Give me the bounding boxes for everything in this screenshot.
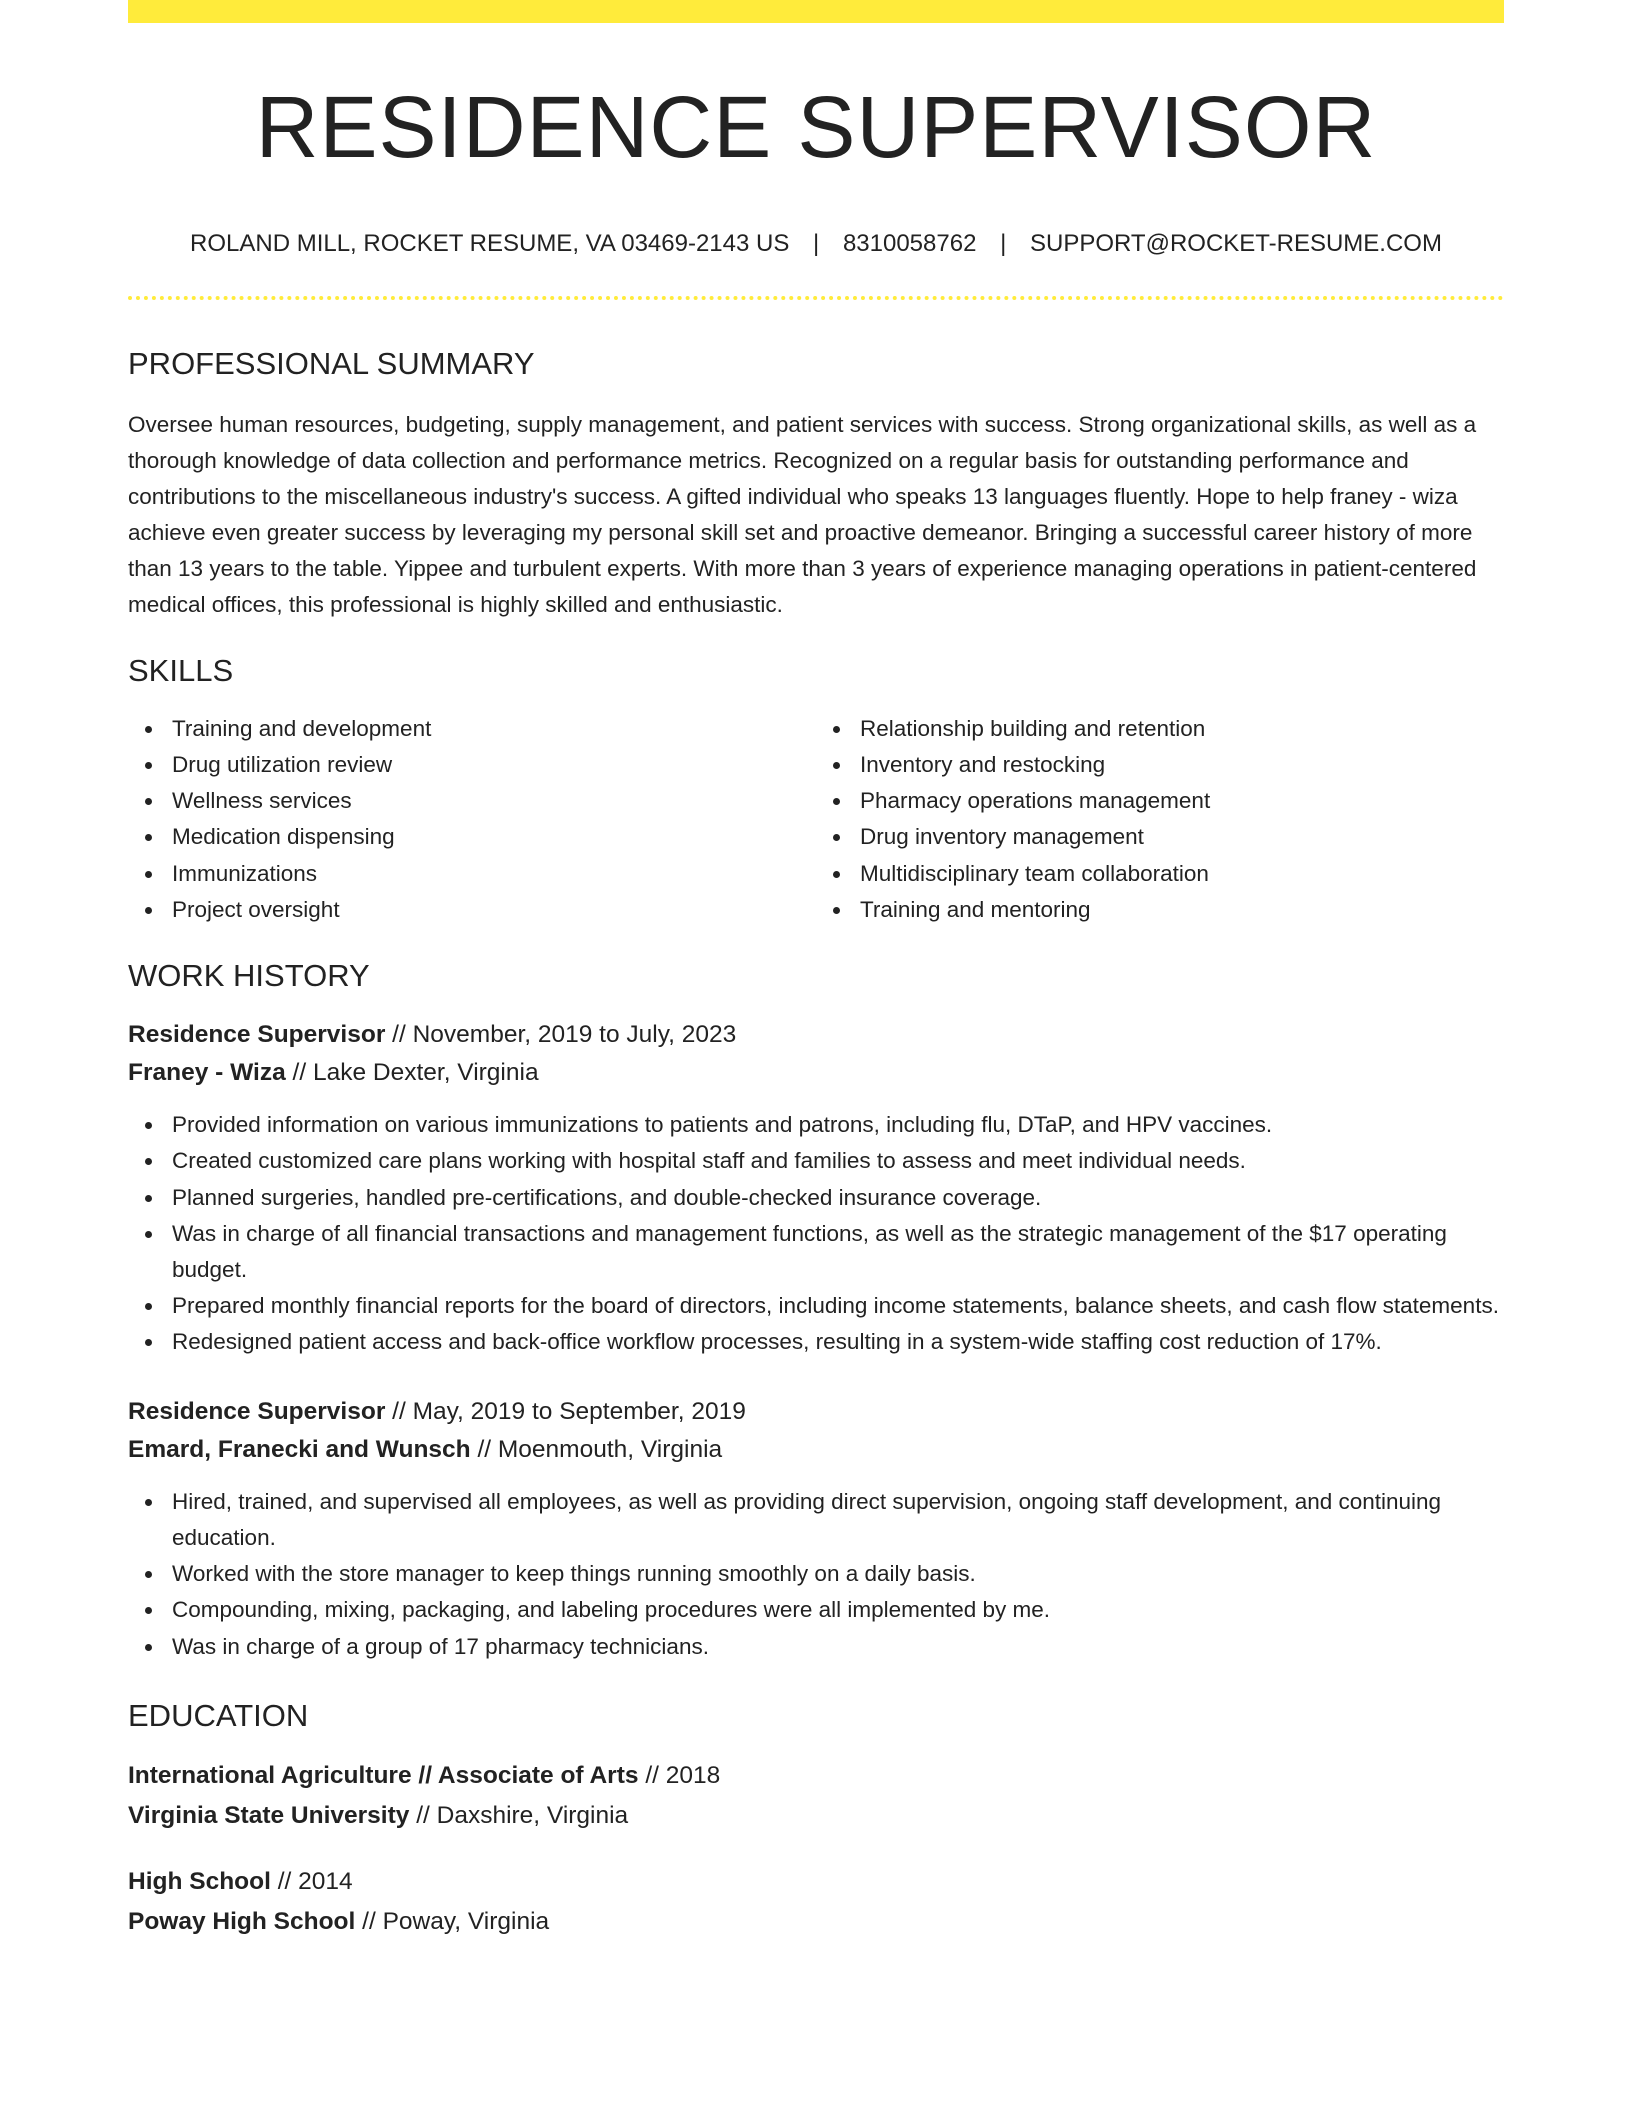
contact-separator: |: [813, 229, 820, 257]
work-history-heading: WORK HISTORY: [128, 958, 370, 994]
job-dates: // May, 2019 to September, 2019: [385, 1397, 746, 1425]
contact-separator: |: [1000, 229, 1007, 257]
summary-text: Oversee human resources, budgeting, supply management, and patient services with success. Strong organizational skills, as well as a thorough knowledge of data collection and performance metrics. Recognized on a regular basis for outstanding performance and contributions to the miscellaneous industry's success. A gifted individual who speaks 13 languages fluently. Hope to help franey - wiza achieve even greater success by leveraging my personal skill set and proactive demeanor. Bringing a successful career history of more than 13 years to the table. Yippee and turbulent experts. With more than 3 years of experience managing operations in patient-centered medical offices, this professional is highly skilled and enthusiastic.: [128, 411, 1477, 617]
education-entry: [128, 1862, 1504, 1942]
education-location: // Daxshire, Virginia: [409, 1801, 629, 1829]
job-role: Residence Supervisor: [128, 1397, 386, 1425]
education-year: // 2018: [638, 1761, 721, 1789]
skill-item: Multidisciplinary team collaboration: [860, 856, 1504, 892]
skill-item: Pharmacy operations management: [860, 783, 1504, 819]
job-role: Residence Supervisor: [128, 1021, 386, 1049]
job-bullet: Prepared monthly financial reports for the board of directors, including income statements, balance sheets, and cash flow statements.: [172, 1288, 1504, 1324]
contact-phone: 8310058762: [842, 229, 977, 257]
job-bullets: [128, 1484, 1504, 1665]
skill-item: Drug utilization review: [172, 747, 816, 783]
education-school-line: [128, 1902, 1504, 1942]
education-header: [128, 1756, 1504, 1836]
job-bullet: Was in charge of all financial transactions and management functions, as well as the strategic management of the $17 operating budget.: [172, 1216, 1504, 1288]
contact-email: SUPPORT@ROCKET-RESUME.COM: [1030, 229, 1442, 257]
job-dates: // November, 2019 to July, 2023: [385, 1021, 737, 1049]
skills-column-left: [128, 711, 816, 928]
job-location: // Lake Dexter, Virginia: [285, 1059, 539, 1087]
skills-column-right: [816, 711, 1504, 928]
skill-item: Immunizations: [172, 856, 816, 892]
skill-item: Wellness services: [172, 783, 816, 819]
job-company-line: [128, 1054, 1504, 1092]
job-company: Emard, Franecki and Wunsch: [128, 1435, 471, 1463]
job-entry: [128, 1016, 1504, 1360]
contact-line: [128, 230, 1504, 259]
education-school: Poway High School: [128, 1907, 356, 1935]
education-year: // 2014: [270, 1867, 353, 1895]
job-bullet: Redesigned patient access and back-office workflow processes, resulting in a system-wide staffing cost reduction of 17%.: [172, 1324, 1504, 1360]
job-title-line: [128, 1393, 1504, 1431]
education-entry: [128, 1756, 1504, 1836]
job-bullet: Was in charge of a group of 17 pharmacy technicians.: [172, 1629, 1504, 1665]
job-header: [128, 1393, 1504, 1469]
contact-address: ROLAND MILL, ROCKET RESUME, VA 03469-2143 US: [190, 229, 790, 257]
job-bullet: Hired, trained, and supervised all employees, as well as providing direct supervision, ongoing staff development, and continuing education.: [172, 1484, 1504, 1556]
education-degree-line: [128, 1862, 1504, 1902]
education-degree: International Agriculture // Associate of Arts: [128, 1761, 639, 1789]
education-degree-line: [128, 1756, 1504, 1796]
job-bullet: Planned surgeries, handled pre-certifications, and double-checked insurance coverage.: [172, 1180, 1504, 1216]
skill-item: Inventory and restocking: [860, 747, 1504, 783]
job-company-line: [128, 1431, 1504, 1469]
job-company: Franey - Wiza: [128, 1059, 286, 1087]
skill-item: Project oversight: [172, 892, 816, 928]
accent-top-bar: [128, 0, 1504, 23]
dotted-divider: [128, 296, 1504, 300]
skill-item: Drug inventory management: [860, 819, 1504, 855]
skill-item: Relationship building and retention: [860, 711, 1504, 747]
skill-item: Training and development: [172, 711, 816, 747]
job-title-line: [128, 1016, 1504, 1054]
education-header: [128, 1862, 1504, 1942]
job-location: // Moenmouth, Virginia: [470, 1435, 723, 1463]
resume-name-title: RESIDENCE SUPERVISOR: [255, 79, 1377, 176]
education-location: // Poway, Virginia: [355, 1907, 550, 1935]
job-bullet: Provided information on various immunizations to patients and patrons, including flu, DTaP, and HPV vaccines.: [172, 1107, 1504, 1143]
resume-page: [128, 0, 1504, 1942]
education-degree: High School: [128, 1867, 271, 1895]
job-bullet: Created customized care plans working with hospital staff and families to assess and meet individual needs.: [172, 1143, 1504, 1179]
job-bullet: Worked with the store manager to keep things running smoothly on a daily basis.: [172, 1556, 1504, 1592]
education-school: Virginia State University: [128, 1801, 410, 1829]
skill-item: Medication dispensing: [172, 819, 816, 855]
summary-heading: PROFESSIONAL SUMMARY: [128, 346, 535, 382]
job-bullet: Compounding, mixing, packaging, and labeling procedures were all implemented by me.: [172, 1592, 1504, 1628]
skills-heading: SKILLS: [128, 652, 234, 688]
job-entry: [128, 1393, 1504, 1665]
job-header: [128, 1016, 1504, 1092]
education-school-line: [128, 1796, 1504, 1836]
skills-list: [128, 711, 1504, 928]
job-bullets: [128, 1107, 1504, 1360]
education-heading: EDUCATION: [128, 1697, 309, 1733]
skill-item: Training and mentoring: [860, 892, 1504, 928]
